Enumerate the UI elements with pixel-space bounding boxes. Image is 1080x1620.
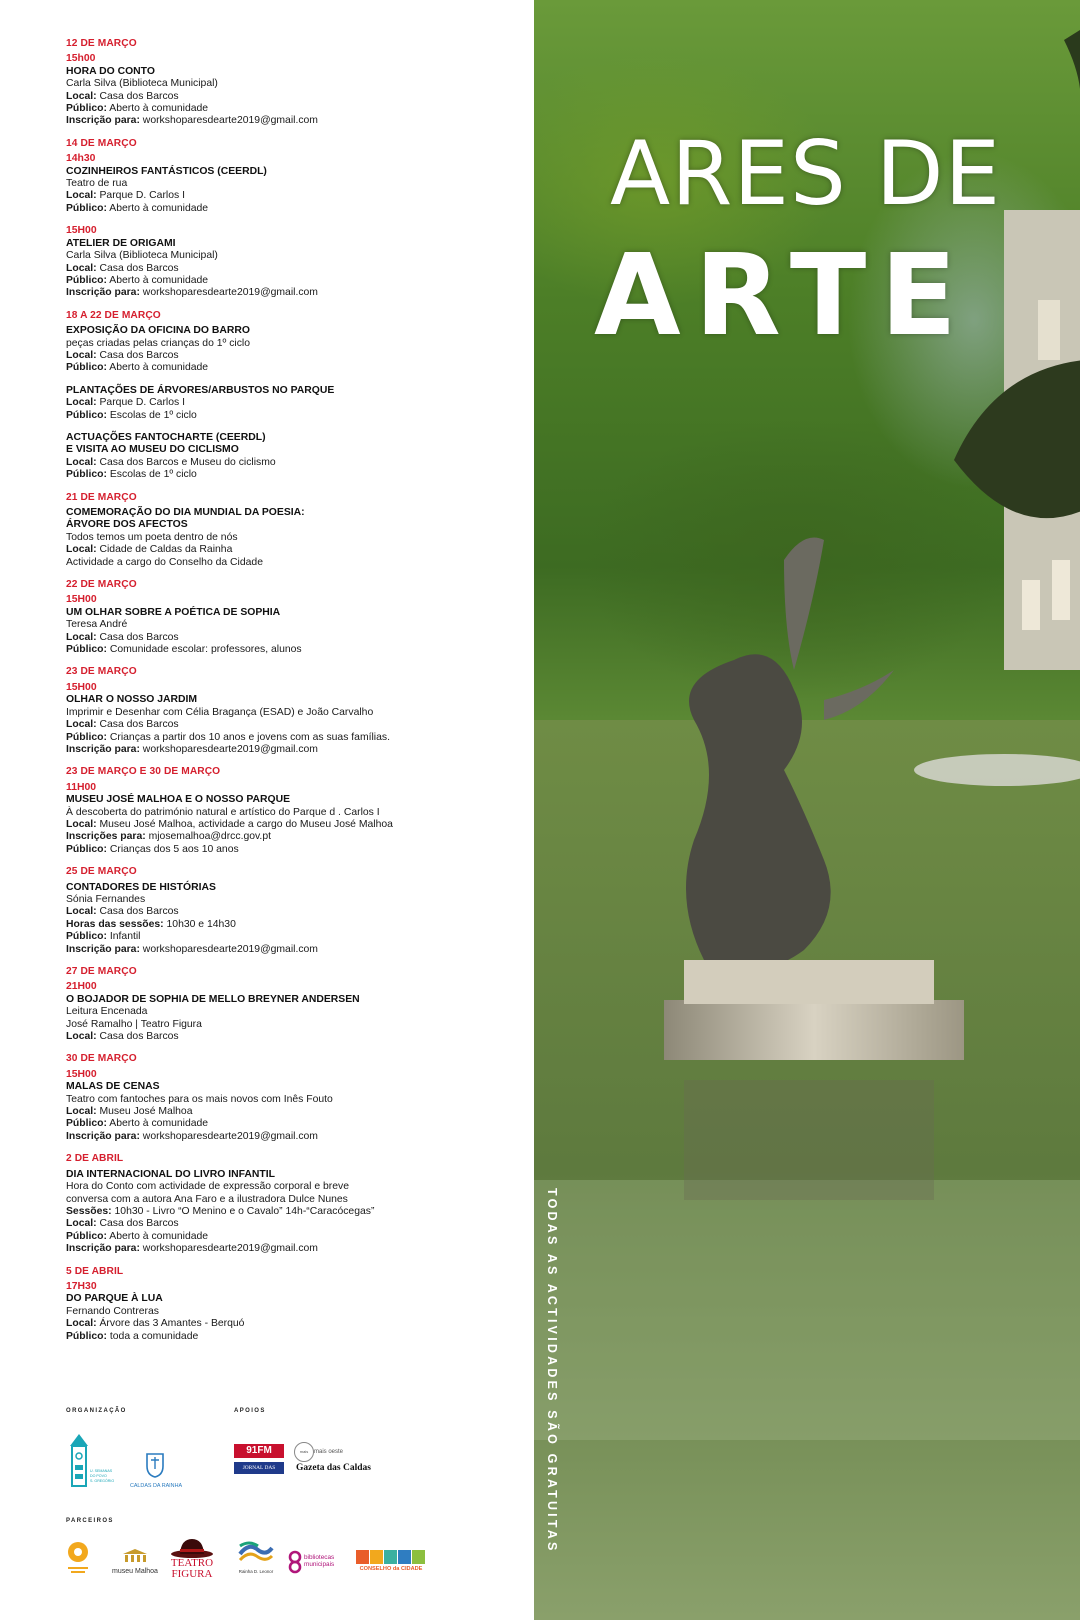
svg-text:U. SEMANAS: U. SEMANAS: [90, 1469, 113, 1473]
detail-key: Local:: [66, 719, 97, 731]
event-title: E VISITA AO MUSEU DO CICLISMO: [66, 444, 239, 456]
detail-value: workshoparesdearte2019@gmail.com: [139, 287, 318, 299]
event-detail: [66, 619, 506, 631]
event-title: O BOJADOR DE SOPHIA DE MELLO BREYNER ANDERSEN: [66, 993, 360, 1005]
detail-key: Público:: [66, 843, 107, 855]
detail-value: Imprimir e Desenhar com Célia Bragança (ESAD) e João Carvalho: [66, 706, 374, 718]
event-detail: [66, 1218, 506, 1230]
teatro-line-1: TEATRO: [170, 1557, 214, 1569]
detail-value: workshoparesdearte2019@gmail.com: [139, 943, 318, 955]
event-detail: [66, 831, 506, 843]
detail-key: Local:: [66, 906, 97, 918]
event-time: 14h30: [66, 153, 96, 165]
bibliotecas-logo: bibliotecas municipais: [304, 1554, 335, 1568]
detail-value: Cidade de Caldas da Rainha: [96, 544, 233, 556]
detail-key: Público:: [66, 202, 107, 214]
detail-key: Local:: [66, 631, 97, 643]
detail-key: Local:: [66, 1318, 97, 1330]
event-detail: [66, 263, 506, 275]
hero-title-line-2: ARTE: [594, 231, 971, 361]
detail-key: Local:: [66, 544, 97, 556]
event-detail: [66, 115, 506, 127]
event-time: 21H00: [66, 981, 97, 993]
event-detail: [66, 1243, 506, 1255]
detail-value: mjosemalhoa@drcc.gov.pt: [145, 831, 271, 843]
event-detail: [66, 1118, 506, 1130]
event-detail: [66, 557, 506, 569]
event-item: [66, 594, 506, 656]
rainha-logo: Rainha D. Leonor: [238, 1569, 274, 1574]
detail-value: Teresa André: [66, 619, 128, 631]
detail-value: workshoparesdearte2019@gmail.com: [139, 743, 318, 755]
event-date: 30 DE MARÇO: [66, 1053, 137, 1065]
event-time: 15H00: [66, 681, 97, 693]
event-item: [66, 981, 506, 1043]
detail-value: Aberto à comunidade: [106, 103, 209, 115]
event-title: DO PARQUE À LUA: [66, 1293, 163, 1305]
tower-logo-icon: [66, 1432, 122, 1490]
event-item: [66, 882, 506, 956]
partner-sun-icon: [66, 1540, 90, 1576]
detail-value: Museu José Malhoa, actividade a cargo do Museu José Malhoa: [96, 818, 393, 830]
event-detail: [66, 732, 506, 744]
conselho-logo: CONSELHO da CIDADE: [359, 1566, 423, 1572]
detail-key: Público:: [66, 731, 107, 743]
event-detail: [66, 1231, 506, 1243]
event-title: ÁRVORE DOS AFECTOS: [66, 519, 188, 531]
detail-key: Local:: [66, 1031, 97, 1043]
event-detail: [66, 944, 506, 956]
caldas-crest-icon: [138, 1452, 172, 1478]
detail-key: Local:: [66, 349, 97, 361]
detail-key: Local:: [66, 1218, 97, 1230]
event-detail: [66, 1194, 506, 1206]
organizacao-label: ORGANIZAÇÃO: [66, 1408, 127, 1414]
detail-key: Público:: [66, 1230, 107, 1242]
event-time: 15h00: [66, 53, 96, 65]
event-date: 18 A 22 DE MARÇO: [66, 309, 161, 321]
event-detail: [66, 1318, 506, 1330]
event-detail: [66, 178, 506, 190]
event-detail: [66, 906, 506, 918]
detail-value: Parque D. Carlos I: [96, 397, 185, 409]
event-item: [66, 1069, 506, 1143]
event-detail: [66, 819, 506, 831]
event-time: 15H00: [66, 225, 97, 237]
museum-icon: [122, 1548, 148, 1564]
event-title: OLHAR O NOSSO JARDIM: [66, 694, 198, 706]
event-detail: [66, 275, 506, 287]
event-item: [66, 225, 506, 299]
detail-value: Crianças a partir dos 10 anos e jovens com as suas famílias.: [106, 731, 390, 743]
event-time: 11H00: [66, 781, 97, 793]
detail-value: Aberto à comunidade: [106, 274, 209, 286]
jornal-logo: JORNAL DAS CALDAS: [234, 1462, 284, 1474]
detail-value: workshoparesdearte2019@gmail.com: [139, 1243, 318, 1255]
detail-value: Parque D. Carlos I: [96, 190, 185, 202]
hat-icon: [170, 1536, 214, 1558]
detail-key: Horas das sessões:: [66, 918, 164, 930]
event-item: [66, 507, 506, 569]
detail-key: Público:: [66, 274, 107, 286]
detail-key: Local:: [66, 90, 97, 102]
detail-key: Local:: [66, 397, 97, 409]
event-title: MUSEU JOSÉ MALHOA E O NOSSO PARQUE: [66, 794, 291, 806]
event-detail: [66, 1094, 506, 1106]
detail-value: toda a comunidade: [106, 1330, 199, 1342]
oeste-logo: mais oeste: [314, 1449, 344, 1455]
detail-value: Casa dos Barcos: [96, 349, 179, 361]
detail-key: Público:: [66, 1330, 107, 1342]
detail-value: Todos temos um poeta dentro de nós: [66, 531, 238, 543]
detail-value: Museu José Malhoa: [96, 1106, 193, 1118]
detail-value: Carla Silva (Biblioteca Municipal): [66, 78, 218, 90]
event-detail: [66, 707, 506, 719]
event-time: 15H00: [66, 594, 97, 606]
detail-key: Público:: [66, 644, 107, 656]
detail-value: peças criadas pelas crianças do 1º ciclo: [66, 337, 250, 349]
event-item: [66, 325, 506, 375]
program-day: [66, 492, 506, 569]
program-day: [66, 38, 506, 128]
event-date: 2 DE ABRIL: [66, 1153, 124, 1165]
event-detail: [66, 894, 506, 906]
event-detail: [66, 1206, 506, 1218]
teatro-line-2: FIGURA: [171, 1568, 213, 1580]
detail-key: Local:: [66, 1106, 97, 1118]
event-detail: [66, 1131, 506, 1143]
event-time: 15H00: [66, 1068, 97, 1080]
sponsors-area: ORGANIZAÇÃO APOIOS U. SEMANAS DO POVO S. GREGÓRIO CALDAS DA RAINHA 91FM JORNAL DAS CALDAS mais mais oeste Gazeta das Caldas PARCEIROS museu Malhoa TEATRO FIGURA Rainha D. Leonor bibliotecas municipais CONSELHO da CIDADE: [66, 1408, 506, 1608]
event-title: COMEMORAÇÃO DO DIA MUNDIAL DA POESIA:: [66, 507, 305, 518]
svg-text:DO POVO: DO POVO: [90, 1474, 107, 1478]
event-time: 17H30: [66, 1280, 97, 1292]
event-title: UM OLHAR SOBRE A POÉTICA DE SOPHIA: [66, 606, 281, 618]
program-day: [66, 1153, 506, 1255]
event-detail: [66, 1106, 506, 1118]
detail-value: Fernando Contreras: [66, 1305, 159, 1317]
event-detail: [66, 719, 506, 731]
event-detail: [66, 1019, 506, 1031]
event-item: [66, 53, 506, 127]
event-detail: [66, 632, 506, 644]
conselho-blocks-icon: [356, 1550, 426, 1564]
detail-value: conversa com a autora Ana Faro e a ilustradora Dulce Nunes: [66, 1193, 348, 1205]
free-activities-text: TODAS AS ACTIVIDADES SÃO GRATUITAS: [545, 1188, 559, 1554]
gazeta-logo: Gazeta das Caldas: [296, 1463, 371, 1473]
event-date: 23 DE MARÇO: [66, 666, 137, 678]
event-detail: [66, 190, 506, 202]
program-list: [66, 38, 506, 1343]
detail-value: Aberto à comunidade: [106, 1230, 209, 1242]
event-detail: [66, 410, 506, 422]
program-day: [66, 966, 506, 1043]
program-day: [66, 1053, 506, 1143]
detail-value: Árvore das 3 Amantes - Berquó: [96, 1318, 245, 1330]
event-date: 27 DE MARÇO: [66, 966, 137, 977]
event-item: [66, 1169, 506, 1256]
detail-key: Inscrição para:: [66, 1243, 140, 1255]
hero-photo: [534, 0, 1080, 1620]
apoios-label: APOIOS: [234, 1408, 266, 1414]
foreground-leaf: [954, 360, 1080, 518]
detail-value: Sónia Fernandes: [66, 893, 146, 905]
event-detail: [66, 744, 506, 756]
event-date: 22 DE MARÇO: [66, 579, 137, 591]
event-detail: [66, 250, 506, 262]
detail-value: Aberto à comunidade: [106, 362, 209, 374]
event-title: MALAS DE CENAS: [66, 1081, 160, 1093]
event-detail: [66, 469, 506, 481]
event-detail: [66, 1031, 506, 1043]
program-day: [66, 579, 506, 656]
detail-key: Inscrições para:: [66, 831, 146, 843]
radio-logo: 91FM: [234, 1444, 284, 1458]
detail-key: Inscrição para:: [66, 115, 140, 127]
event-date: 14 DE MARÇO: [66, 137, 137, 149]
detail-value: Casa dos Barcos: [96, 1031, 179, 1043]
detail-value: Casa dos Barcos: [96, 906, 179, 918]
event-detail: [66, 287, 506, 299]
detail-key: Inscrição para:: [66, 287, 140, 299]
event-detail: [66, 1181, 506, 1193]
event-detail: [66, 919, 506, 931]
event-detail: [66, 931, 506, 943]
hero-title-line-1: ARES DE: [610, 122, 1002, 225]
event-detail: [66, 338, 506, 350]
detail-value: 10h30 e 14h30: [163, 918, 236, 930]
detail-value: Escolas de 1º ciclo: [106, 409, 197, 421]
event-detail: [66, 78, 506, 90]
detail-key: Inscrição para:: [66, 1130, 140, 1142]
event-title: CONTADORES DE HISTÓRIAS: [66, 881, 216, 893]
event-detail: [66, 844, 506, 856]
detail-value: Aberto à comunidade: [106, 1118, 209, 1130]
detail-value: Comunidade escolar: professores, alunos: [106, 644, 302, 656]
event-detail: [66, 1006, 506, 1018]
detail-key: Inscrição para:: [66, 943, 140, 955]
event-title: HORA DO CONTO: [66, 65, 155, 77]
event-title: DIA INTERNACIONAL DO LIVRO INFANTIL: [66, 1168, 275, 1180]
detail-value: José Ramalho | Teatro Figura: [66, 1018, 202, 1030]
event-detail: [66, 544, 506, 556]
detail-value: Crianças dos 5 aos 10 anos: [106, 843, 239, 855]
detail-key: Local:: [66, 262, 97, 274]
event-title: ATELIER DE ORIGAMI: [66, 237, 176, 249]
event-detail: [66, 350, 506, 362]
detail-value: Infantil: [106, 931, 141, 943]
detail-value: Escolas de 1º ciclo: [106, 469, 197, 481]
event-item: [66, 385, 506, 422]
caldas-logo: CALDAS DA RAINHA: [129, 1483, 183, 1489]
detail-key: Público:: [66, 362, 107, 374]
detail-key: Local:: [66, 818, 97, 830]
program-panel: [0, 0, 534, 1620]
event-detail: [66, 1331, 506, 1343]
waves-icon: [238, 1540, 274, 1566]
program-day: [66, 1266, 506, 1343]
detail-key: Público:: [66, 931, 107, 943]
event-detail: [66, 362, 506, 374]
detail-key: Público:: [66, 469, 107, 481]
event-detail: [66, 644, 506, 656]
detail-value: Aberto à comunidade: [106, 202, 209, 214]
detail-value: Leitura Encenada: [66, 1006, 148, 1018]
detail-value: Casa dos Barcos: [96, 631, 179, 643]
svg-text:S. GREGÓRIO: S. GREGÓRIO: [90, 1479, 115, 1483]
detail-value: Actividade a cargo do Conselho da Cidade: [66, 556, 263, 568]
event-date: 21 DE MARÇO: [66, 491, 137, 503]
detail-value: Teatro com fantoches para os mais novos com Inês Fouto: [66, 1093, 333, 1105]
detail-key: Inscrição para:: [66, 743, 140, 755]
detail-value: 10h30 - Livro “O Menino e o Cavalo” 14h-“Caracócegas”: [111, 1205, 375, 1217]
detail-value: Casa dos Barcos: [96, 719, 179, 731]
detail-value: workshoparesdearte2019@gmail.com: [139, 1130, 318, 1142]
event-title: COZINHEIROS FANTÁSTICOS (CEERDL): [66, 165, 267, 177]
event-date: 25 DE MARÇO: [66, 866, 137, 878]
detail-value: Casa dos Barcos e Museu do ciclismo: [96, 456, 276, 468]
pedestal: [664, 1000, 964, 1060]
museu-logo: museu Malhoa: [112, 1568, 158, 1575]
event-detail: [66, 532, 506, 544]
detail-value: Casa dos Barcos: [96, 262, 179, 274]
event-item: [66, 782, 506, 856]
detail-value: workshoparesdearte2019@gmail.com: [139, 115, 318, 127]
event-item: [66, 682, 506, 756]
event-date: 23 DE MARÇO E 30 DE MARÇO: [66, 766, 221, 778]
event-date: 5 DE ABRIL: [66, 1265, 124, 1277]
detail-key: Local:: [66, 456, 97, 468]
event-detail: [66, 91, 506, 103]
detail-value: Hora do Conto com actividade de expressão corporal e breve: [66, 1181, 350, 1193]
event-detail: [66, 397, 506, 409]
detail-key: Público:: [66, 409, 107, 421]
event-title: ACTUAÇÕES FANTOCHARTE (CEERDL): [66, 431, 266, 443]
detail-value: Carla Silva (Biblioteca Municipal): [66, 250, 218, 262]
event-title: PLANTAÇÕES DE ÁRVORES/ARBUSTOS NO PARQUE: [66, 384, 335, 396]
program-day: [66, 766, 506, 856]
detail-value: Teatro de rua: [66, 178, 128, 190]
program-day: [66, 666, 506, 756]
program-day: [66, 866, 506, 956]
detail-key: Local:: [66, 190, 97, 202]
detail-key: Público:: [66, 1118, 107, 1130]
event-title: EXPOSIÇÃO DA OFICINA DO BARRO: [66, 325, 250, 337]
detail-value: À descoberta do património natural e artístico do Parque d . Carlos I: [66, 806, 380, 818]
detail-value: Casa dos Barcos: [96, 1218, 179, 1230]
detail-key: Sessões:: [66, 1205, 112, 1217]
program-day: [66, 310, 506, 482]
event-detail: [66, 1306, 506, 1318]
event-detail: [66, 103, 506, 115]
detail-value: Casa dos Barcos: [96, 90, 179, 102]
event-detail: [66, 203, 506, 215]
event-detail: [66, 807, 506, 819]
event-item: [66, 1281, 506, 1343]
program-day: [66, 138, 506, 300]
event-date: 12 DE MARÇO: [66, 38, 137, 49]
parceiros-label: PARCEIROS: [66, 1518, 114, 1524]
event-item: [66, 153, 506, 215]
event-detail: [66, 457, 506, 469]
event-item: [66, 432, 506, 482]
detail-key: Público:: [66, 103, 107, 115]
